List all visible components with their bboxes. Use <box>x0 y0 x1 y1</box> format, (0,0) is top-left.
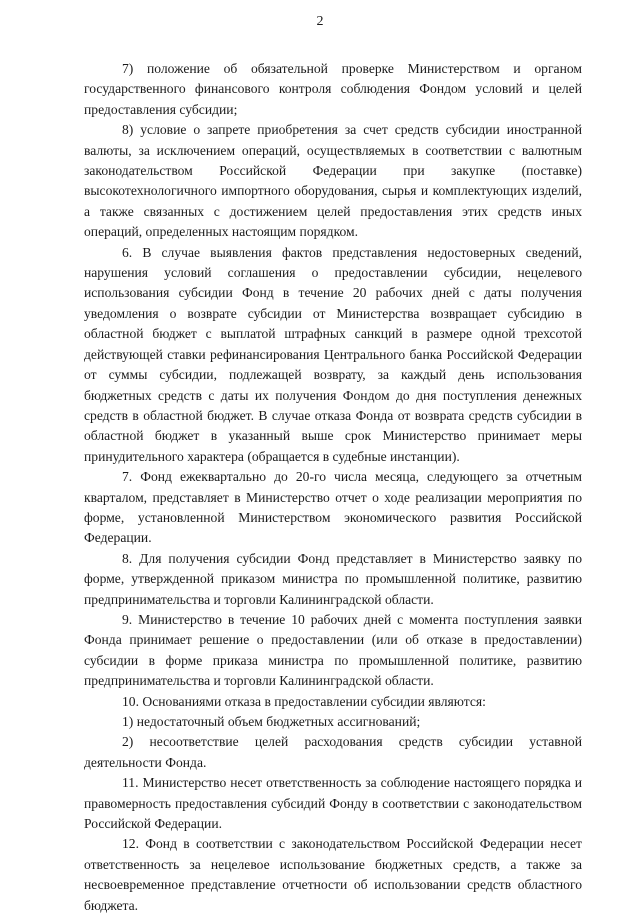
paragraph-item-7: 7) положение об обязательной проверке Министерством и органом государственного финансового контроля соблюдения Фондом условий и целей предоставления субсидии; <box>84 61 582 117</box>
paragraph-section-7: 7. Фонд ежеквартально до 20-го числа месяца, следующего за отчетным кварталом, представляет в Министерство отчет о ходе реализации мероприятия по форме, установленной Министерством экономического развития Российской Федерации. <box>84 469 582 546</box>
document-body <box>84 59 582 916</box>
paragraph-section-12: 12. Фонд в соответствии с законодательством Российской Федерации несет ответственность за нецелевое использование бюджетных средств, а также за несвоевременное представление отчетности об использовании средств областного бюджета. <box>84 836 582 913</box>
page-number: 2 <box>316 14 324 29</box>
paragraph-section-9: 9. Министерство в течение 10 рабочих дней с момента поступления заявки Фонда принимает решение о предоставлении (или об отказе в предоставлении) субсидии в форме приказа министра по промышленной политике, развитию предпринимательства и торговли Калининградской области. <box>84 611 582 689</box>
paragraph-item-8: 8) условие о запрете приобретения за счет средств субсидии иностранной валюты, за исключением операций, осуществляемых в соответствии с валютным законодательством Российской Федерации при закупке (поставке) высокотехнологичного импортного оборудования, сырья и комплектующих изделий, а также связанных с достижением целей предоставления этих средств иных операций, определенных настоящим порядком. <box>84 122 582 240</box>
paragraph-section-10: 10. Основаниями отказа в предоставлении субсидии являются: <box>122 693 486 709</box>
paragraph-section-8: 8. Для получения субсидии Фонд представляет в Министерство заявку по форме, утвержденной приказом министра по промышленной политике, развитию предпринимательства и торговли Калининградской области. <box>84 550 582 607</box>
paragraph-section-6: 6. В случае выявления фактов представления недостоверных сведений, нарушения условий соглашения о предоставлении субсидии, нецелевого использования субсидии Фонд в течение 20 рабочих дней с даты получения уведомления о возврате субсидии от Министерства возвращает субсидию в областной бюджет с выплатой штрафных санкций в размере одной трехсотой действующей ставки рефинансирования Центрального банка Российской Федерации от суммы субсидии, подлежащей возврату, за каждый день использования бюджетных средств с даты их получения Фондом до дня поступления денежных средств в областной бюджет. В случае отказа Фонда от возврата средств субсидии в областной бюджет в указанный выше срок Министерство принимает меры принудительного характера (обращается в судебные инстанции). <box>84 244 582 464</box>
paragraph-reason-2: 2) несоответствие целей расходования средств субсидии уставной деятельности Фонда. <box>84 734 582 770</box>
paragraph-section-11: 11. Министерство несет ответственность за соблюдение настоящего порядка и правомерность предоставления субсидий Фонду в соответствии с законодательством Российской Федерации. <box>84 775 582 832</box>
paragraph-reason-1: 1) недостаточный объем бюджетных ассигнований; <box>122 714 421 729</box>
